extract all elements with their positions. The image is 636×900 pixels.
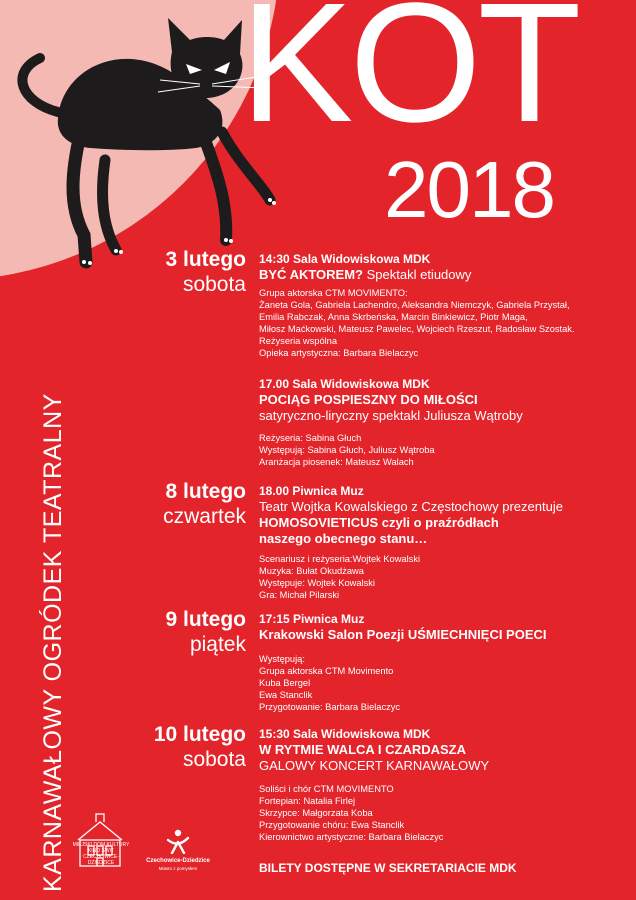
event-header: 14:30 Sala Widowiskowa MDK	[259, 252, 431, 266]
event-date-day: 8 lutego	[165, 480, 246, 503]
event-title: POCIĄG POSPIESZNY DO MIŁOŚCI	[259, 392, 478, 407]
event-details	[259, 432, 629, 468]
event-info	[259, 612, 629, 713]
event-date-day: 9 lutego	[165, 608, 246, 631]
detail-line: Muzyka: Bułat Okudżawa	[259, 566, 364, 576]
detail-line: Skrzypce: Małgorzata Koba	[259, 808, 373, 818]
detail-line: Scenariusz i reżyseria:Wojtek Kowalski	[259, 554, 421, 564]
event-date	[165, 247, 246, 297]
city-figure-logo	[166, 828, 190, 854]
sponsor-logos	[70, 800, 250, 880]
mdk-logo-line-2: KINO ŚWIT	[87, 848, 115, 854]
event-subtitle: satyryczno-liryczny spektakl Juliusza Wątroby	[259, 408, 523, 423]
detail-line: Kierownictwo artystyczne: Barbara Bielaczyc	[259, 832, 444, 842]
detail-line: Występują:	[259, 654, 305, 664]
detail-line: Opieka artystyczna: Barbara Bielaczyc	[259, 348, 419, 358]
event-weekday: sobota	[182, 273, 246, 296]
event-weekday: piątek	[189, 633, 246, 656]
detail-line: Aranżacja piosenek: Mateusz Walach	[259, 457, 414, 467]
mdk-logo-text	[70, 842, 132, 866]
event-header: 18.00 Piwnica Muz	[259, 484, 364, 498]
event-details	[259, 287, 629, 359]
detail-line: Przygotowanie chóru: Ewa Stanclik	[259, 820, 405, 830]
event-info	[259, 484, 629, 601]
event-title-line-1: HOMOSOVIETICUS czyli o praźródłach	[259, 515, 499, 530]
event-header: 15:30 Sala Widowiskowa MDK	[259, 727, 431, 741]
event-details	[259, 783, 629, 843]
detail-line: Ewa Stanclik	[259, 690, 313, 700]
detail-line: Żaneta Gola, Gabriela Lachendro, Aleksandra Niemczyk, Gabriela Przystał,	[259, 300, 570, 310]
detail-line: Grupa aktorska CTM Movimento	[259, 666, 394, 676]
vertical-title: KARNAWAŁOWY OGRÓDEK TEATRALNY	[39, 393, 67, 892]
event-subtitle: GALOWY KONCERT KARNAWAŁOWY	[259, 758, 490, 773]
detail-line: Przygotowanie: Barbara Bielaczyc	[259, 702, 401, 712]
detail-line: Występują: Sabina Głuch, Juliusz Wątroba	[259, 445, 435, 455]
event-date-day: 3 lutego	[165, 248, 246, 271]
event-info	[259, 727, 629, 843]
event-weekday: czwartek	[163, 505, 246, 528]
event-intro: Teatr Wojtka Kowalskiego z Częstochowy prezentuje	[259, 499, 563, 514]
event-title: W RYTMIE WALCA I CZARDASZA	[259, 742, 467, 757]
detail-line: Fortepian: Natalia Firlej	[259, 796, 356, 806]
detail-line: Kuba Bergel	[259, 678, 311, 688]
detail-line: Miłosz Maćkowski, Mateusz Pawelec, Wojciech Rzeszut, Radosław Szostak.	[259, 324, 575, 334]
event-header: 17:15 Piwnica Muz	[259, 612, 365, 626]
event-title-bold: BYĆ AKTOREM?	[259, 267, 363, 282]
event-info	[259, 377, 629, 468]
event-title-line-2: naszego obecnego stanu…	[259, 531, 428, 546]
event-title-rest: Spektakl etiudowy	[363, 267, 472, 282]
detail-line: Gra: Michał Pilarski	[259, 590, 340, 600]
detail-line: Reżyseria: Sabina Głuch	[259, 433, 362, 443]
detail-line: Grupa aktorska CTM MOVIMENTO:	[259, 288, 408, 298]
city-logo-tagline: Miasto z pomysłem	[158, 866, 198, 871]
mdk-logo-line-3: CZECHOWICE-DZIEDZICE	[83, 854, 119, 866]
detail-line: Reżyseria wspólna	[259, 336, 338, 346]
event-title: Krakowski Salon Poezji UŚMIECHNIĘCI POECI	[259, 627, 547, 642]
mdk-logo-line-1: MIEJSKI DOM KULTURY	[72, 842, 130, 848]
detail-line: Występuje: Wojtek Kowalski	[259, 578, 375, 588]
event-header: 17.00 Sala Widowiskowa MDK	[259, 377, 430, 391]
tickets-info: BILETY DOSTĘPNE W SEKRETARIACIE MDK	[259, 861, 517, 875]
event-details	[259, 653, 629, 713]
event-date-day: 10 lutego	[153, 723, 246, 746]
cat-illustration	[0, 0, 280, 275]
event-info	[259, 252, 629, 359]
event-date	[165, 607, 246, 657]
event-date	[154, 722, 246, 772]
detail-line: Soliści i chór CTM MOVIMENTO	[259, 784, 394, 794]
city-logo-name: Czechowice-Dziedzice	[146, 858, 210, 864]
event-details	[259, 553, 629, 601]
title-kot: KOT	[240, 0, 578, 158]
title-year: 2018	[384, 145, 554, 234]
detail-line: Emilia Rabczak, Anna Skrbeńska, Marcin Binkiewicz, Piotr Maga,	[259, 312, 528, 322]
event-weekday: sobota	[182, 748, 246, 771]
event-date	[163, 479, 246, 529]
event-title	[259, 267, 629, 283]
